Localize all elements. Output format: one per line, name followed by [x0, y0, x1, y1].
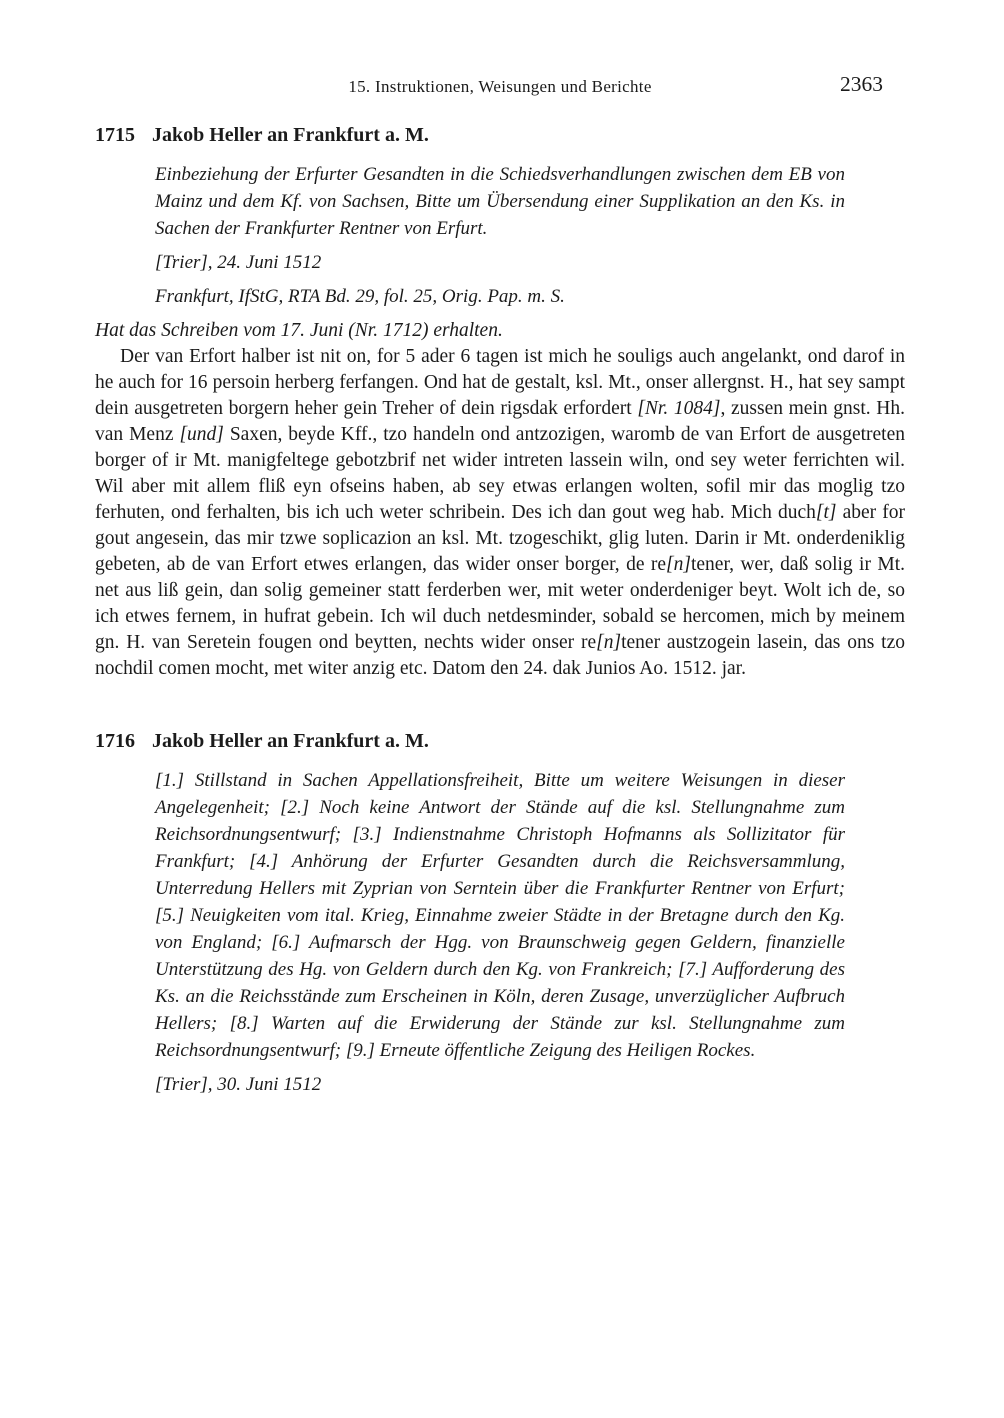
entry-summary: Einbeziehung der Erfurter Gesandten in die Schiedsverhandlungen zwischen dem EB von Mainz und dem Kf. von Sachsen, Bitte um Übersendung einer Supplikation an den Ks. in Sachen der Frankfurter Rentner von Erfurt.: [155, 164, 845, 239]
entry-1716: [95, 728, 905, 1098]
entry-heading: [95, 728, 905, 754]
entry-source-line: Frankfurt, IfStG, RTA Bd. 29, fol. 25, Orig. Pap. m. S.: [155, 286, 565, 307]
entry-meta-block: [155, 767, 845, 1098]
entry-heading: [95, 122, 905, 148]
entry-title: Jakob Heller an Frankfurt a. M.: [152, 730, 429, 752]
entry-number: 1715: [95, 124, 135, 146]
entry-1715: [95, 122, 905, 682]
page-header: [95, 72, 905, 98]
running-header-title: 15. Instruktionen, Weisungen und Berichte: [348, 77, 652, 96]
entry-title: Jakob Heller an Frankfurt a. M.: [152, 124, 429, 146]
entry-note-line: Hat das Schreiben vom 17. Juni (Nr. 1712) erhalten.: [95, 320, 503, 341]
entry-summary: [1.] Stillstand in Sachen Appellationsfreiheit, Bitte um weitere Weisungen in dieser Angelegenheit; [2.] Noch keine Antwort der Stände auf die ksl. Stellungnahme zum Reichsordnungsentwurf; [3.] Indienstnahme Christoph Hofmanns als Sollizitator für Frankfurt; [4.] Anhörung der Erfurter Gesandten durch die Reichsversammlung, Unterredung Hellers mit Zyprian von Serntein über die Frankfurter Rentner von Erfurt; [5.] Neuigkeiten vom ital. Krieg, Einnahme zweier Städte in der Bretagne durch den Kg. von England; [6.] Aufmarsch der Hgg. von Braunschweig gegen Geldern, finanzielle Unterstützung des Hg. von Geldern durch den Kg. von Frankreich; [7.] Aufforderung des Ks. an die Reichsstände zum Erscheinen in Köln, deren Zusage, unverzüglicher Aufbruch Hellers; [8.] Warten auf die Erwiderung der Stände zur ksl. Stellungnahme zum Reichsordnungsentwurf; [9.] Erneute öffentliche Zeigung des Heiligen Rockes.: [155, 770, 845, 1061]
entry-body-text: Der van Erfort halber ist nit on, for 5 ader 6 tagen ist mich he souligs auch angelankt, ond darof in he auch for 16 persoin herberg ferfangen. Ond hat de gestalt, ksl. Mt., onser allergnst. H., hat sey sampt dein ausgetreten borgern heher gein Treher of dein rigsdak erfordert [Nr. 1084], zussen mein gnst. Hh. van Menz [und] Saxen, beyde Kff., tzo handeln ond antzozigen, waromb de van Erfort de ausgetreten borger of ir Mt. manigfeltege gebotzbrif net wider intreten lassein wiln, ond sey weter ferrichten wil. Wil aber mit allem fliß eyn ofseins haben, ab sey etwas erlangen wolten, sofil mir das moglig tzo ferhuten, ond ferhalten, bis ich uch weter schribein. Des ich dan gout weg hab. Mich duch[t] aber for gout angesein, das mir tzwe soplicazion an ksl. Mt. tzogeschikt, glig luten. Darin ir Mt. onderdeniklig gebeten, ab de van Erfort etwes erlangen, das wider onser borger, de re[n]tener, wer, daß solig ir Mt. net aus liß gein, dan solig gemeiner statt ferderben wer, mit weter onderdeniger beyt. Wolt ich de, so ich etwes fernem, in hufrat gebein. Ich wil duch netdesminder, sobald se hercomen, mich by meinem gn. H. van Seretein fougen ond beytten, nechts wider onser re[n]tener austzogein lasein, das ons tzo nochdil comen mocht, met witer anzig etc. Datom den 24. dak Junios Ao. 1512. jar.: [95, 346, 905, 679]
page-number: 2363: [840, 72, 883, 96]
entry-number: 1716: [95, 730, 135, 752]
entry-date-line: [Trier], 24. Juni 1512: [155, 252, 322, 273]
entry-date-line: [Trier], 30. Juni 1512: [155, 1074, 322, 1095]
entry-meta-block: [155, 161, 845, 310]
